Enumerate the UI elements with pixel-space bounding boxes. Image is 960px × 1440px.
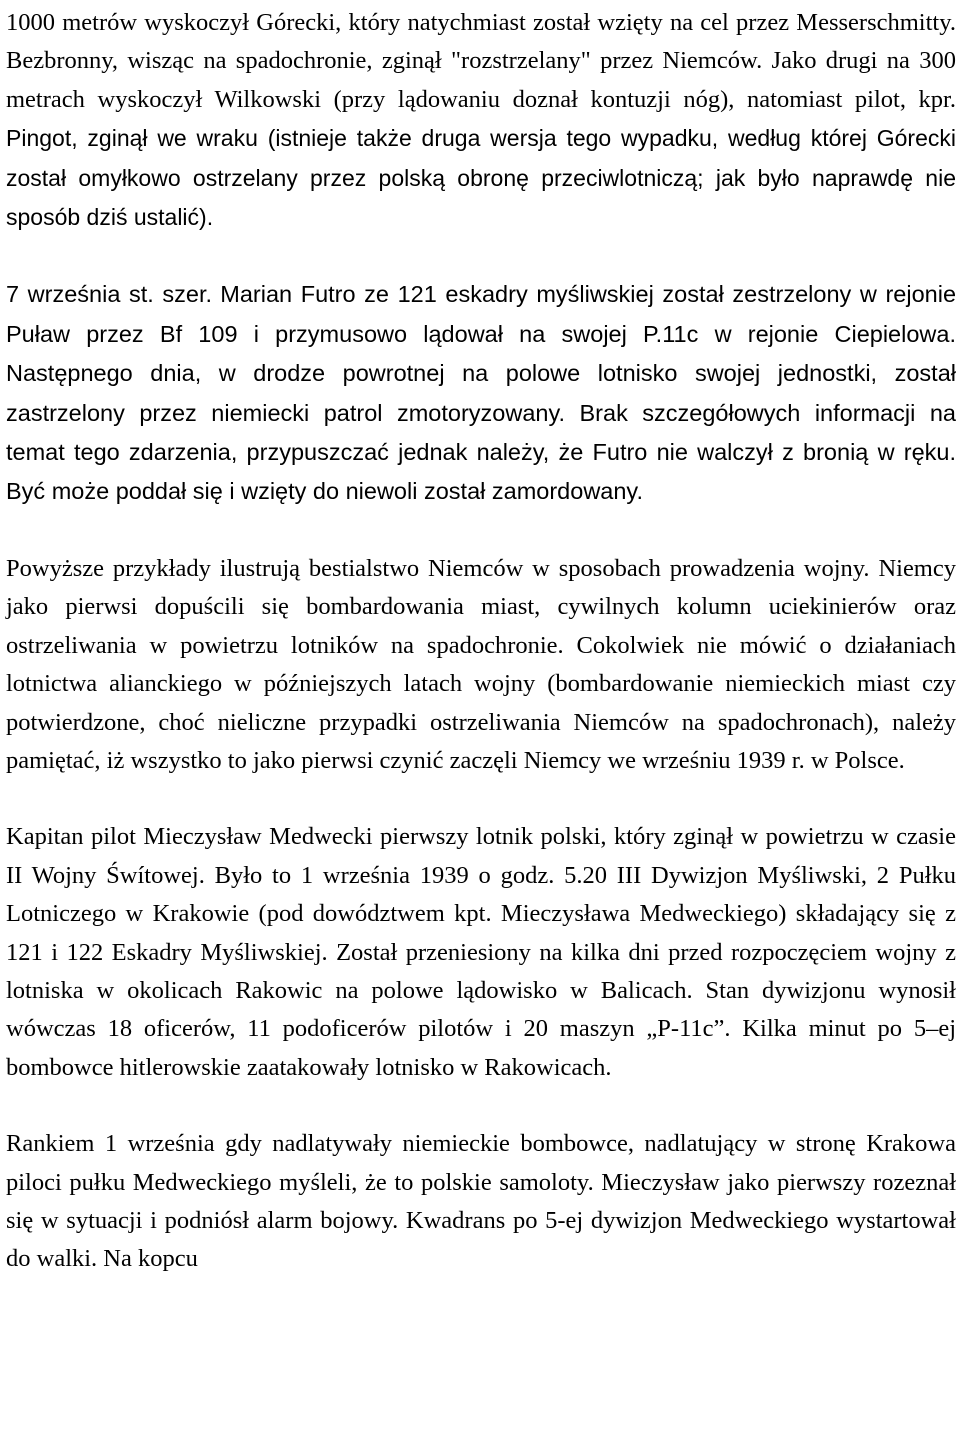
paragraph-medwecki: Kapitan pilot Mieczysław Medwecki pierwszy lotnik polski, który zginął w powietrzu w czasie II Wojny Śwítowej. Było to 1 września 1939 o godz. 5.20 III Dywizjon Myśliwski, 2 Pułku Lotniczego w Krakowie (pod dowództwem kpt. Mieczysława Medweckiego) składający się z 121 i 122 Eskadry Myśliwskiej. Został przeniesiony na kilka dni przed rozpoczęciem wojny z lotniska w okolicach Rakowic na polowe lądowisko w Balicach. Stan dywizjonu wynosił wówczas 18 oficerów, 11 podoficerów pilotów i 20 maszyn „P-11c”. Kilka minut po 5–ej bombowce hitlerowskie zaatakowały lotnisko w Rakowicach. — [6, 823, 956, 1081]
paragraph-gap — [6, 237, 956, 275]
paragraph-gap — [6, 512, 956, 550]
paragraph-gorecki-sans: Pingot, zginął we wraku (istnieje także druga wersja tego wypadku, według której Górecki został omyłkowo ostrzelany przez polską obronę przeciwlotniczą; jak było naprawdę nie sposób dziś ustalić). — [6, 125, 956, 231]
document-page — [6, 4, 956, 1279]
paragraph-gorecki — [6, 4, 956, 237]
paragraph-gap — [6, 1087, 956, 1125]
paragraph-futro — [6, 275, 956, 511]
paragraph-rankiem: Rankiem 1 września gdy nadlatywały niemieckie bombowce, nadlatujący w stronę Krakowa piloci pułku Medweckiego myśleli, że to polskie samoloty. Mieczysław jako pierwszy rozeznał się w sytuacji i podniósł alarm bojowy. Kwadrans po 5-ej dywizjon Medweckiego wystartował do walki. Na kopcu — [6, 1130, 956, 1273]
paragraph-gap — [6, 780, 956, 818]
paragraph-futro-date: 7 września st. szer. — [6, 281, 213, 308]
paragraph-bestialstwo: Powyższe przykłady ilustrują bestialstwo Niemców w sposobach prowadzenia wojny. Niemcy jako pierwsi dopuścili się bombardowania miast, cywilnych kolumn uciekinierów oraz ostrzeliwania w powietrzu lotników na spadochronie. Cokolwiek nie mówić o działaniach lotnictwa alianckiego w późniejszych latach wojny (bombardowanie niemieckich miast czy potwierdzone, choć nieliczne przypadki ostrzeliwania Niemców na spadochronach), należy pamiętać, iż wszystko to jako pierwsi czynić zaczęli Niemcy we wrześniu 1939 r. w Polsce. — [6, 554, 956, 774]
paragraph-gorecki-serif: 1000 metrów wyskoczył Górecki, który natychmiast został wzięty na cel przez Messerschmitty. Bezbronny, wisząc na spadochronie, zginął "rozstrzelany" przez Niemców. Jako drugi na 300 metrach wyskoczył Wilkowski (przy lądowaniu doznał kontuzji nóg), natomiast pilot, kpr. — [6, 9, 956, 113]
paragraph-futro-body: Marian Futro ze 121 eskadry myśliwskiej został zestrzelony w rejonie Puław przez Bf 109 i przymusowo lądował na swojej P.11c w rejonie Ciepielowa. Następnego dnia, w drodze powrotnej na polowe lotnisko swojej jednostki, został zastrzelony przez niemiecki patrol zmotoryzowany. Brak szczegółowych informacji na temat tego zdarzenia, przypuszczać jednak należy, że Futro nie walczył z bronią w ręku. Być może poddał się i wzięty do niewoli został zamordowany. — [6, 281, 957, 505]
